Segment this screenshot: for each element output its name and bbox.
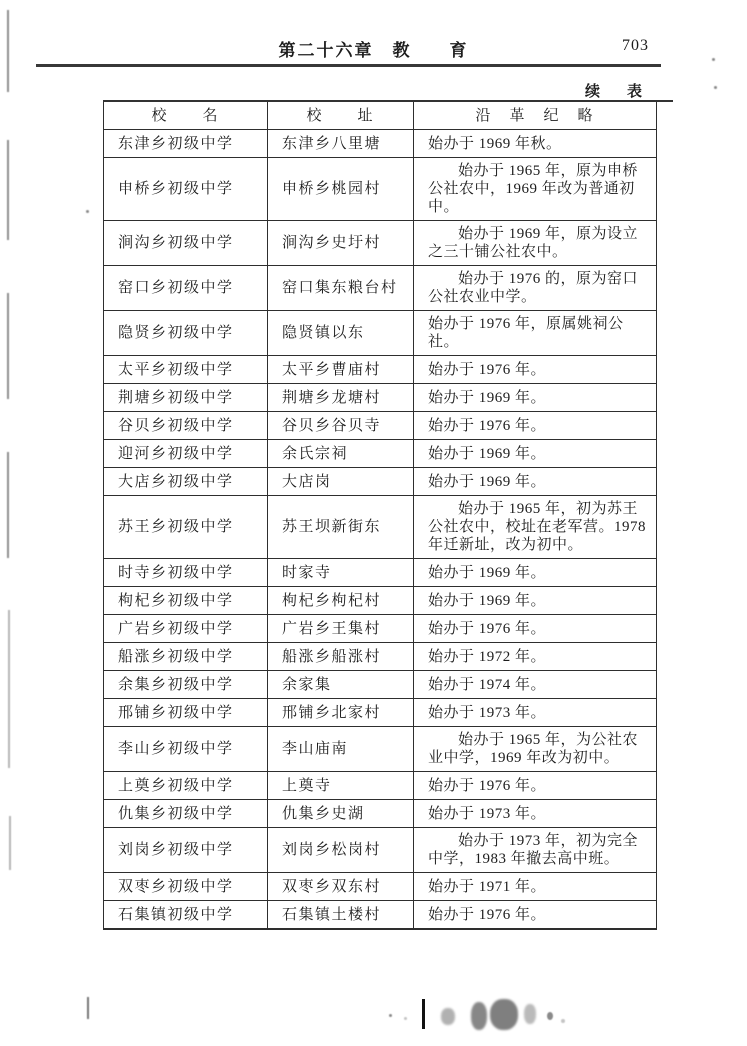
school-name-cell: 荆塘乡初级中学 [104,384,268,412]
school-address-cell: 枸杞乡枸杞村 [268,587,414,615]
school-address-cell: 东津乡八里塘 [268,130,414,158]
school-address-cell: 李山庙南 [268,727,414,772]
continued-table-label: 续 表 [585,84,649,100]
school-address-cell: 船涨乡船涨村 [268,643,414,671]
history-note-cell: 始办于 1973 年。 [414,800,657,828]
school-name-cell: 余集乡初级中学 [104,671,268,699]
table-row [104,643,657,671]
table-row [104,772,657,800]
school-address-cell: 余家集 [268,671,414,699]
school-name-cell: 太平乡初级中学 [104,356,268,384]
scan-artifact [524,1004,536,1024]
scan-artifact [561,1019,565,1023]
chapter-title: 第二十六章 教 育 [278,41,469,60]
history-note-cell: 始办于 1976 年。 [414,412,657,440]
school-name-cell: 隐贤乡初级中学 [104,311,268,356]
school-name-cell: 东津乡初级中学 [104,130,268,158]
school-address-cell: 石集镇土楼村 [268,901,414,930]
table-row [104,158,657,221]
col-header-school-address: 校 址 [268,102,414,130]
history-note-cell: 始办于 1969 年。 [414,468,657,496]
table-row [104,311,657,356]
school-address-cell: 太平乡曹庙村 [268,356,414,384]
school-name-cell: 时寺乡初级中学 [104,559,268,587]
history-note-cell: 始办于 1969 年。 [414,587,657,615]
history-note-cell: 始办于 1969 年。 [414,559,657,587]
table-row [104,221,657,266]
school-address-cell: 邢铺乡北家村 [268,699,414,727]
history-note-cell: 始办于 1965 年，原为申桥公社农中，1969 年改为普通初中。 [414,158,657,221]
table-row [104,828,657,873]
school-address-cell: 申桥乡桃园村 [268,158,414,221]
history-note-cell: 始办于 1972 年。 [414,643,657,671]
history-note-cell: 始办于 1974 年。 [414,671,657,699]
scan-artifact [547,1012,553,1020]
scan-artifact [87,997,89,1019]
school-name-cell: 刘岗乡初级中学 [104,828,268,873]
school-address-cell: 广岩乡王集村 [268,615,414,643]
scan-artifact [8,610,10,768]
table-row [104,266,657,311]
table-row [104,671,657,699]
school-address-cell: 大店岗 [268,468,414,496]
col-header-school-name: 校 名 [104,102,268,130]
table-row [104,615,657,643]
school-address-cell: 余氏宗祠 [268,440,414,468]
history-note-cell: 始办于 1976 年。 [414,356,657,384]
school-name-cell: 谷贝乡初级中学 [104,412,268,440]
school-address-cell: 刘岗乡松岗村 [268,828,414,873]
history-note-cell: 始办于 1969 年。 [414,384,657,412]
table-row [104,496,657,559]
table-row [104,699,657,727]
school-name-cell: 枸杞乡初级中学 [104,587,268,615]
history-note-cell: 始办于 1973 年。 [414,699,657,727]
scan-artifact [714,86,717,89]
history-note-cell: 始办于 1976 年，原属姚祠公社。 [414,311,657,356]
school-name-cell: 李山乡初级中学 [104,727,268,772]
school-name-cell: 大店乡初级中学 [104,468,268,496]
history-note-cell: 始办于 1971 年。 [414,873,657,901]
table-row [104,356,657,384]
school-address-cell: 上奠寺 [268,772,414,800]
table-row [104,873,657,901]
school-address-cell: 隐贤镇以东 [268,311,414,356]
school-name-cell: 石集镇初级中学 [104,901,268,930]
col-header-history-note: 沿 革 纪 略 [414,102,657,130]
table-row [104,440,657,468]
school-address-cell: 涧沟乡史圩村 [268,221,414,266]
school-table-body [104,130,657,930]
scan-artifact [389,1014,392,1017]
school-name-cell: 申桥乡初级中学 [104,158,268,221]
scan-artifact [7,140,9,240]
school-name-cell: 上奠乡初级中学 [104,772,268,800]
history-note-cell: 始办于 1976 年。 [414,615,657,643]
table-row [104,727,657,772]
school-name-cell: 迎河乡初级中学 [104,440,268,468]
school-name-cell: 苏王乡初级中学 [104,496,268,559]
school-name-cell: 广岩乡初级中学 [104,615,268,643]
table-row [104,412,657,440]
school-name-cell: 双枣乡初级中学 [104,873,268,901]
school-address-cell: 窑口集东粮台村 [268,266,414,311]
history-note-cell: 始办于 1969 年。 [414,440,657,468]
scan-artifact [422,999,425,1029]
school-name-cell: 仇集乡初级中学 [104,800,268,828]
table-row [104,559,657,587]
school-address-cell: 苏王坝新街东 [268,496,414,559]
history-note-cell: 始办于 1969 年，原为设立之三十铺公社农中。 [414,221,657,266]
history-note-cell: 始办于 1976 的，原为窑口公社农业中学。 [414,266,657,311]
history-note-cell: 始办于 1976 年。 [414,772,657,800]
table-row [104,384,657,412]
scan-artifact [441,1008,455,1025]
school-address-cell: 时家寺 [268,559,414,587]
school-address-cell: 荆塘乡龙塘村 [268,384,414,412]
page-number: 703 [622,37,649,54]
scan-artifact [471,1002,487,1030]
school-name-cell: 船涨乡初级中学 [104,643,268,671]
header-rule [36,64,661,67]
table-row [104,130,657,158]
school-name-cell: 窑口乡初级中学 [104,266,268,311]
scan-artifact [7,452,9,558]
history-note-cell: 始办于 1965 年，初为苏王公社农中，校址在老军营。1978 年迁新址，改为初中。 [414,496,657,559]
table-row [104,800,657,828]
scan-artifact [7,293,9,399]
school-name-cell: 涧沟乡初级中学 [104,221,268,266]
scan-artifact [9,816,11,870]
school-address-cell: 谷贝乡谷贝寺 [268,412,414,440]
history-note-cell: 始办于 1965 年，为公社农业中学，1969 年改为初中。 [414,727,657,772]
history-note-cell: 始办于 1973 年，初为完全中学，1983 年撤去高中班。 [414,828,657,873]
school-address-cell: 双枣乡双东村 [268,873,414,901]
table-header-row [104,102,657,130]
table-row [104,587,657,615]
school-table [103,102,657,930]
school-name-cell: 邢铺乡初级中学 [104,699,268,727]
running-head [0,36,747,60]
scan-artifact [490,999,518,1030]
history-note-cell: 始办于 1976 年。 [414,901,657,930]
table-row [104,468,657,496]
scan-artifact [404,1017,407,1020]
scan-artifact [86,210,89,213]
school-address-cell: 仇集乡史湖 [268,800,414,828]
table-row [104,901,657,930]
history-note-cell: 始办于 1969 年秋。 [414,130,657,158]
